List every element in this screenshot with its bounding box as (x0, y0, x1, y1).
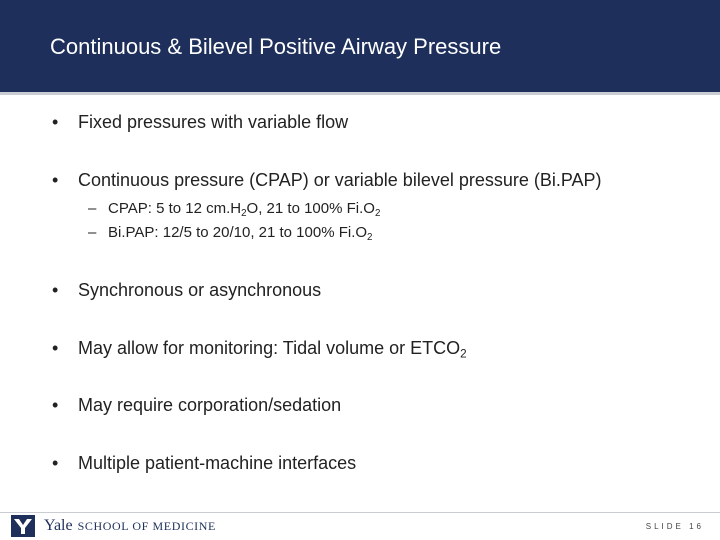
slide-title: Continuous & Bilevel Positive Airway Pressure (50, 34, 502, 59)
yale-shield-icon (10, 514, 36, 538)
sub-bullet-item (88, 200, 380, 217)
bullet-marker: • (52, 170, 59, 190)
bullet-item (52, 170, 602, 191)
bullet-text: May require corporation/sedation (78, 395, 342, 415)
bullet-text: Multiple patient-machine interfaces (78, 453, 357, 473)
bullet-text: Fixed pressures with variable flow (78, 112, 349, 132)
bullet-item (52, 112, 348, 133)
bullet-marker: • (52, 453, 59, 473)
subscript: 2 (374, 207, 381, 219)
bullet-marker: • (52, 395, 59, 415)
slide-number: SLIDE 16 (645, 522, 704, 531)
yale-logo (10, 514, 216, 538)
sub-bullet-text: Bi.PAP: 12/5 to 20/10, 21 to 100% Fi.O (108, 224, 368, 241)
sub-bullet-marker: – (88, 200, 97, 217)
bullet-marker: • (52, 280, 59, 300)
subscript: 2 (241, 207, 247, 219)
sub-bullet-item (88, 224, 372, 241)
bullet-marker: • (52, 338, 59, 358)
sub-bullet-text: CPAP: 5 to 12 cm.H (108, 200, 242, 217)
title-divider (0, 92, 720, 95)
sub-bullet-text: O, 21 to 100% Fi.O (246, 200, 375, 217)
logo-wordmark (44, 517, 216, 535)
bullet-text: Synchronous or asynchronous (78, 280, 322, 300)
bullet-item (52, 280, 321, 301)
bullet-text: Continuous pressure (CPAP) or variable bilevel pressure (Bi.PAP) (78, 170, 602, 190)
subscript: 2 (460, 347, 467, 361)
sub-bullet-marker: – (88, 224, 97, 241)
subscript: 2 (367, 231, 373, 243)
bullet-text: May allow for monitoring: Tidal volume or ETCO (78, 338, 461, 358)
bullet-marker: • (52, 112, 59, 132)
logo-yale-word: Yale (44, 517, 73, 534)
bullet-item (52, 338, 467, 359)
bullet-item (52, 453, 356, 474)
logo-school-name: SCHOOL OF MEDICINE (77, 519, 216, 533)
footer-divider (0, 512, 720, 513)
bullet-item (52, 395, 341, 416)
